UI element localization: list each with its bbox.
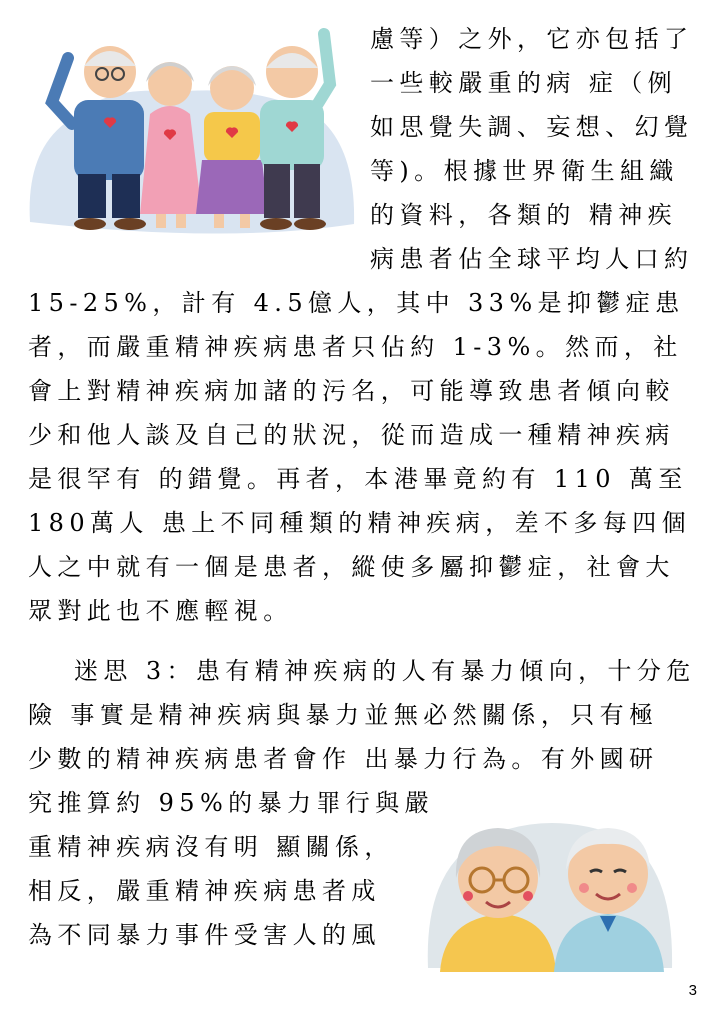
body-text-line: 者，而嚴重精神疾病患者只佔約 1-3%。然而，社 [28, 333, 683, 361]
bottom-text-line: 究推算約 95%的暴力罪行與嚴 [28, 789, 434, 817]
body-text-line: 會上對精神疾病加諸的污名，可能導致患者傾向較 [28, 377, 675, 405]
top-text-line: 一些較嚴重的病 症（例 [370, 69, 678, 97]
bottom-text-line: 為不同暴力事件受害人的風 [28, 921, 381, 949]
myth-text-line: 少數的精神疾病患者會作 出暴力行為。有外國研 [28, 745, 659, 773]
bottom-text-line: 相反，嚴重精神疾病患者成 [28, 877, 381, 905]
page-number: 3 [688, 982, 697, 999]
top-text-line: 的資料，各類的 精神疾 [370, 201, 678, 229]
body-text-line: 180萬人 患上不同種類的精神疾病，差不多每四個 [28, 509, 692, 537]
myth-text-line: 迷思 3：患有精神疾病的人有暴力傾向，十分危 [74, 657, 696, 685]
body-text-line: 15-25%，計有 4.5億人，其中 33%是抑鬱症患 [28, 289, 685, 317]
top-text-line: 慮等）之外，它亦包括了 [370, 25, 694, 53]
body-text-line: 人之中就有一個是患者，縱使多屬抑鬱症，社會大 [28, 553, 675, 581]
bottom-text-line: 重精神疾病沒有明 顯關係， [28, 833, 394, 861]
myth-text-line: 險 事實是精神疾病與暴力並無必然關係，只有極 [28, 701, 659, 729]
body-text-line: 少和他人談及自己的狀況，從而造成一種精神疾病 [28, 421, 675, 449]
top-text-line: 等)。根據世界衛生組織 [370, 157, 679, 185]
top-text-line: 如思覺失調、妄想、幻覺 [370, 113, 694, 141]
body-text-line: 眾對此也不應輕視。 [28, 597, 293, 625]
body-text-line: 是很罕有 的錯覺。再者，本港畢竟約有 110 萬至 [28, 465, 688, 493]
elderly-group-illustration [24, 14, 358, 240]
elderly-couple-illustration [424, 808, 676, 976]
top-text-line: 病患者佔全球平均人口約 [370, 245, 694, 273]
